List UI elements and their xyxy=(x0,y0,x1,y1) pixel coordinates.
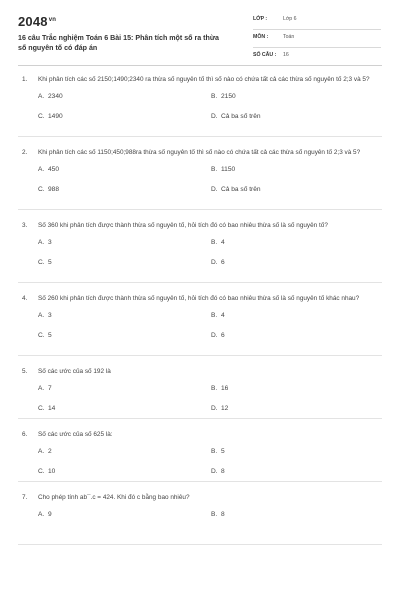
option-b[interactable] xyxy=(211,448,225,455)
answer-options xyxy=(18,85,382,129)
option-text: 8 xyxy=(221,468,225,475)
answer-options xyxy=(18,231,382,275)
option-text: 9 xyxy=(48,511,52,518)
question-number: 5. xyxy=(22,368,28,375)
answer-options xyxy=(18,304,382,348)
option-letter: D. xyxy=(211,468,218,475)
meta-subject-row xyxy=(253,32,381,48)
option-a[interactable] xyxy=(38,448,52,455)
answer-options xyxy=(18,503,382,547)
option-letter: D. xyxy=(211,113,218,120)
question-body: Khi phân tích các số 1150;450;988ra thừa số nguyên tố thì số nào có chứa tất cả các thừa số nguyên tố 2;3 và 5? xyxy=(38,149,361,156)
question-text xyxy=(18,366,382,377)
meta-class-row xyxy=(253,14,381,30)
option-text: 2340 xyxy=(48,93,63,100)
option-c[interactable] xyxy=(38,186,59,193)
option-letter: C. xyxy=(38,468,45,475)
option-b[interactable] xyxy=(211,511,225,518)
option-text: 6 xyxy=(221,259,225,266)
meta-value: 16 xyxy=(283,52,289,58)
option-d[interactable] xyxy=(211,468,225,475)
question-item xyxy=(18,293,382,356)
option-d[interactable] xyxy=(211,113,261,120)
option-letter: A. xyxy=(38,385,45,392)
option-letter: B. xyxy=(211,239,218,246)
logo-suffix: vn xyxy=(48,16,57,23)
option-text: 5 xyxy=(48,259,52,266)
question-body: Cho phép tính ab¯.c = 424. Khi đó c bằng bao nhiêu? xyxy=(38,494,190,501)
quiz-title: 16 câu Trắc nghiệm Toán 6 Bài 15: Phân tích một số ra thừa số nguyên tố có đáp án xyxy=(18,34,219,52)
question-body: Số 360 khi phân tích được thành thừa số nguyên tố, hỏi tích đó có bao nhiêu thừa số là số nguyên tố? xyxy=(38,222,328,229)
option-letter: A. xyxy=(38,239,45,246)
option-d[interactable] xyxy=(211,259,225,266)
option-letter: C. xyxy=(38,259,45,266)
option-b[interactable] xyxy=(211,239,225,246)
option-letter: B. xyxy=(211,93,218,100)
option-d[interactable] xyxy=(211,332,225,339)
question-number: 1. xyxy=(22,76,28,83)
option-c[interactable] xyxy=(38,468,55,475)
logo-text: 2048 xyxy=(18,14,48,29)
question-number: 2. xyxy=(22,149,28,156)
option-b[interactable] xyxy=(211,166,235,173)
option-letter: B. xyxy=(211,511,218,518)
option-c[interactable] xyxy=(38,405,55,412)
option-a[interactable] xyxy=(38,93,63,100)
option-text: 5 xyxy=(221,448,225,455)
question-body: Số các ước của số 192 là xyxy=(38,368,111,375)
option-text: 7 xyxy=(48,385,52,392)
option-letter: A. xyxy=(38,166,45,173)
option-letter: A. xyxy=(38,312,45,319)
document-header xyxy=(0,0,400,62)
answer-options xyxy=(18,440,382,484)
option-b[interactable] xyxy=(211,312,225,319)
option-b[interactable] xyxy=(211,385,228,392)
answer-options xyxy=(18,377,382,421)
question-number: 6. xyxy=(22,431,28,438)
option-c[interactable] xyxy=(38,259,52,266)
option-a[interactable] xyxy=(38,239,52,246)
question-body: Số các ước của số 625 là: xyxy=(38,431,113,438)
option-text: 4 xyxy=(221,312,225,319)
option-text: 2 xyxy=(48,448,52,455)
site-logo[interactable] xyxy=(18,14,56,29)
question-text xyxy=(18,293,382,304)
question-item xyxy=(18,74,382,137)
option-c[interactable] xyxy=(38,113,63,120)
option-letter: B. xyxy=(211,448,218,455)
meta-key: LỚP : xyxy=(253,16,268,22)
question-item xyxy=(18,366,382,419)
option-letter: C. xyxy=(38,332,45,339)
option-letter: B. xyxy=(211,385,218,392)
meta-value: Lớp 6 xyxy=(283,16,297,22)
option-text: 16 xyxy=(221,385,229,392)
question-text xyxy=(18,429,382,440)
option-text: 1150 xyxy=(221,166,236,173)
option-text: 6 xyxy=(221,332,225,339)
option-letter: D. xyxy=(211,259,218,266)
question-text xyxy=(18,492,382,503)
option-text: 14 xyxy=(48,405,56,412)
option-text: Cả ba số trên xyxy=(221,113,261,120)
option-letter: B. xyxy=(211,166,218,173)
option-letter: D. xyxy=(211,405,218,412)
option-letter: D. xyxy=(211,332,218,339)
option-letter: C. xyxy=(38,113,45,120)
question-body: Khi phân tích các số 2150;1490;2340 ra thừa số nguyên tố thì số nào có chứa tất cả các thừa số nguyên tố 2;3 và 5? xyxy=(38,76,370,83)
option-letter: C. xyxy=(38,405,45,412)
question-item xyxy=(18,429,382,482)
option-text: 1490 xyxy=(48,113,63,120)
option-text: 5 xyxy=(48,332,52,339)
option-letter: A. xyxy=(38,511,45,518)
question-number: 4. xyxy=(22,295,28,302)
option-text: 450 xyxy=(48,166,60,173)
quiz-meta xyxy=(253,14,381,68)
question-item xyxy=(18,220,382,283)
meta-key: SỐ CÂU : xyxy=(253,52,277,58)
answer-options xyxy=(18,158,382,202)
option-a[interactable] xyxy=(38,166,59,173)
option-b[interactable] xyxy=(211,93,236,100)
option-d[interactable] xyxy=(211,186,261,193)
option-text: 988 xyxy=(48,186,60,193)
option-letter: A. xyxy=(38,448,45,455)
option-text: 3 xyxy=(48,312,52,319)
option-text: 8 xyxy=(221,511,225,518)
question-text xyxy=(18,74,382,85)
question-list xyxy=(0,74,400,555)
question-body: Số 260 khi phân tích được thành thừa số nguyên tố, hỏi tích đó có bao nhiêu thừa số là số nguyên tố khác nhau? xyxy=(38,295,360,302)
option-text: 10 xyxy=(48,468,56,475)
option-a[interactable] xyxy=(38,385,52,392)
option-d[interactable] xyxy=(211,405,228,412)
question-number: 7. xyxy=(22,494,28,501)
meta-count-row xyxy=(253,50,381,66)
question-number: 3. xyxy=(22,222,28,229)
option-a[interactable] xyxy=(38,511,52,518)
meta-key: MÔN : xyxy=(253,34,269,40)
option-c[interactable] xyxy=(38,332,52,339)
option-text: 2150 xyxy=(221,93,236,100)
option-letter: D. xyxy=(211,186,218,193)
option-text: 12 xyxy=(221,405,229,412)
option-text: 3 xyxy=(48,239,52,246)
option-a[interactable] xyxy=(38,312,52,319)
question-text xyxy=(18,220,382,231)
question-text xyxy=(18,147,382,158)
option-text: Cả ba số trên xyxy=(221,186,261,193)
meta-value: Toán xyxy=(283,34,295,40)
option-text: 4 xyxy=(221,239,225,246)
question-item xyxy=(18,147,382,210)
option-letter: C. xyxy=(38,186,45,193)
question-item xyxy=(18,492,382,545)
header-divider xyxy=(18,65,382,66)
option-letter: A. xyxy=(38,93,45,100)
option-letter: B. xyxy=(211,312,218,319)
